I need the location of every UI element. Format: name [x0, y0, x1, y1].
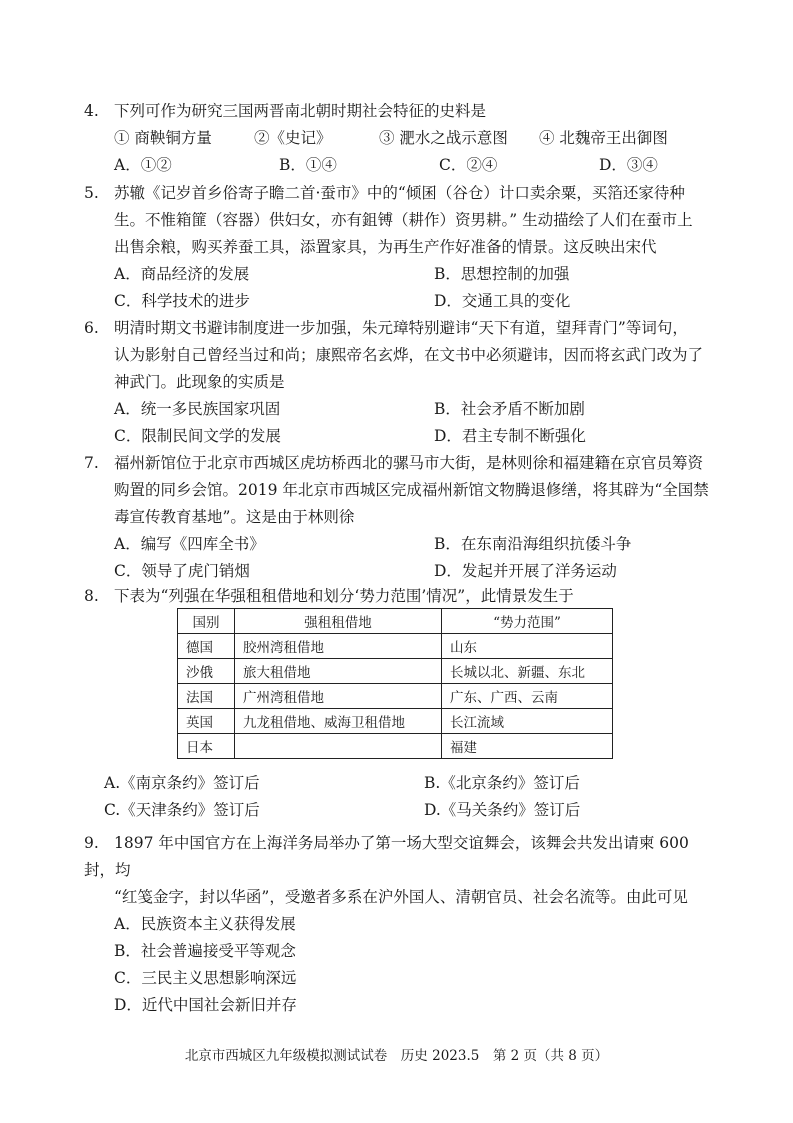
table-header-row — [178, 609, 613, 634]
table-cell: 德国 — [178, 634, 235, 659]
table-row — [178, 709, 613, 734]
item-3: ③ 淝水之战示意图 — [379, 129, 508, 147]
option-d: D．发起并开展了洋务运动 — [434, 562, 617, 580]
option-b: B．思想控制的加强 — [434, 265, 570, 283]
option-a: A．①② — [114, 156, 172, 174]
question-stem-line: 认为影射自己曾经当过和尚；康熙帝名玄烨，在文书中必须避讳，因而将玄武门改为了 — [114, 346, 704, 364]
question-number: 6. — [84, 319, 99, 337]
option-b: B．社会矛盾不断加剧 — [434, 400, 585, 418]
page-footer: 北京市西城区九年级模拟测试试卷 历史 2023.5 第 2 页（共 8 页） — [184, 1048, 609, 1064]
table-row — [178, 659, 613, 684]
item-1: ① 商鞅铜方量 — [114, 129, 212, 147]
question-stem-line: 神武门。此现象的实质是 — [114, 373, 285, 391]
option-b: B．社会普遍接受平等观念 — [114, 942, 296, 960]
option-a: A.《南京条约》签订后 — [104, 774, 260, 792]
option-d: D．君主专制不断强化 — [434, 427, 586, 445]
question-stem-line: 明清时期文书避讳制度进一步加强，朱元璋特别避讳“天下有道，望拜青门”等词句， — [114, 319, 688, 337]
option-a: A．统一多民族国家巩固 — [114, 400, 281, 418]
question-stem-line: 购置的同乡会馆。2019 年北京市西城区完成福州新馆文物腾退修缮，将其辟为“全国禁 — [114, 481, 709, 499]
option-d: D.《马关条约》签订后 — [424, 801, 581, 819]
option-c: C．三民主义思想影响深远 — [114, 969, 297, 987]
question-number: 8. — [84, 587, 99, 605]
answer-options — [84, 770, 724, 824]
option-a: A．民族资本主义获得发展 — [114, 915, 296, 933]
answer-options — [84, 531, 724, 585]
option-d: D．近代中国社会新旧并存 — [114, 996, 297, 1014]
question-number: 4. — [84, 102, 99, 120]
table-cell: 福建 — [442, 734, 613, 759]
item-2: ②《史记》 — [254, 129, 332, 147]
table-row — [178, 734, 613, 759]
option-a: A．商品经济的发展 — [114, 265, 250, 283]
table-header: 国别 — [178, 609, 235, 634]
concessions-table — [177, 608, 613, 759]
question-stem-line: 福州新馆位于北京市西城区虎坊桥西北的骡马市大街，是林则徐和福建籍在京官员筹资 — [114, 454, 704, 472]
question-number: 9. — [84, 834, 99, 852]
question-4 — [84, 98, 724, 179]
answer-options — [84, 261, 724, 315]
question-stem-line: “红笺金字，封以华函”，受邀者多系在沪外国人、清朝官员、社会名流等。由此可见 — [114, 888, 688, 906]
table-cell: 法国 — [178, 684, 235, 709]
table-cell: 山东 — [442, 634, 613, 659]
question-8 — [84, 583, 724, 610]
answer-options — [84, 152, 724, 179]
question-stem-line: 出售余粮，购买养蚕工具，添置家具，为再生产作好准备的情景。这反映出宋代 — [114, 238, 657, 256]
question-number: 7. — [84, 454, 99, 472]
table-row — [178, 634, 613, 659]
question-6 — [84, 315, 724, 450]
question-9 — [84, 830, 724, 1019]
table-header: “势力范围” — [442, 609, 613, 634]
table-cell: 英国 — [178, 709, 235, 734]
option-c: C．限制民间文学的发展 — [114, 427, 281, 445]
table-cell: 旅大租借地 — [235, 659, 442, 684]
option-c: C．②④ — [439, 156, 498, 174]
question-stem-line: 苏辙《记岁首乡俗寄子瞻二首·蚕市》中的“倾囷（谷仓）计口卖余粟，买箔还家待种 — [114, 184, 685, 202]
answer-options — [84, 396, 724, 450]
table-cell: 沙俄 — [178, 659, 235, 684]
table-cell: 日本 — [178, 734, 235, 759]
question-7 — [84, 450, 724, 585]
option-c: C.《天津条约》签订后 — [104, 801, 260, 819]
table-cell: 长城以北、新疆、东北 — [442, 659, 613, 684]
question-stem-line: 1897 年中国官方在上海洋务局举办了第一场大型交谊舞会，该舞会共发出请柬 600 封，均 — [84, 834, 689, 879]
table-cell: 广东、广西、云南 — [442, 684, 613, 709]
option-c: C．领导了虎门销烟 — [114, 562, 250, 580]
answer-options — [84, 911, 724, 1019]
question-stem-line: 生。不惟箱篚（容器）供妇女，亦有鉏镈（耕作）资男耕。” 生动描绘了人们在蚕市上 — [114, 211, 693, 229]
table-cell: 长江流域 — [442, 709, 613, 734]
table-cell: 广州湾租借地 — [235, 684, 442, 709]
option-b: B.《北京条约》签订后 — [424, 774, 580, 792]
option-b: B．①④ — [279, 156, 337, 174]
question-stem-line: 毒宣传教育基地”。这是由于林则徐 — [114, 508, 355, 526]
question-5 — [84, 180, 724, 315]
option-c: C．科学技术的进步 — [114, 292, 250, 310]
option-b: B．在东南沿海组织抗倭斗争 — [434, 535, 632, 553]
source-items — [84, 125, 724, 152]
option-d: D．交通工具的变化 — [434, 292, 571, 310]
table-cell — [235, 734, 442, 759]
question-8-options — [84, 770, 724, 824]
table-header: 强租租借地 — [235, 609, 442, 634]
question-number: 5. — [84, 184, 99, 202]
item-4: ④ 北魏帝王出御图 — [539, 129, 668, 147]
option-a: A．编写《四库全书》 — [114, 535, 265, 553]
table-row — [178, 684, 613, 709]
table-cell: 胶州湾租借地 — [235, 634, 442, 659]
question-stem: 下表为“列强在华强租租借地和划分‘势力范围’情况”，此情景发生于 — [114, 587, 574, 605]
option-d: D．③④ — [599, 156, 658, 174]
question-stem: 下列可作为研究三国两晋南北朝时期社会特征的史料是 — [114, 102, 487, 120]
table-cell: 九龙租借地、威海卫租借地 — [235, 709, 442, 734]
